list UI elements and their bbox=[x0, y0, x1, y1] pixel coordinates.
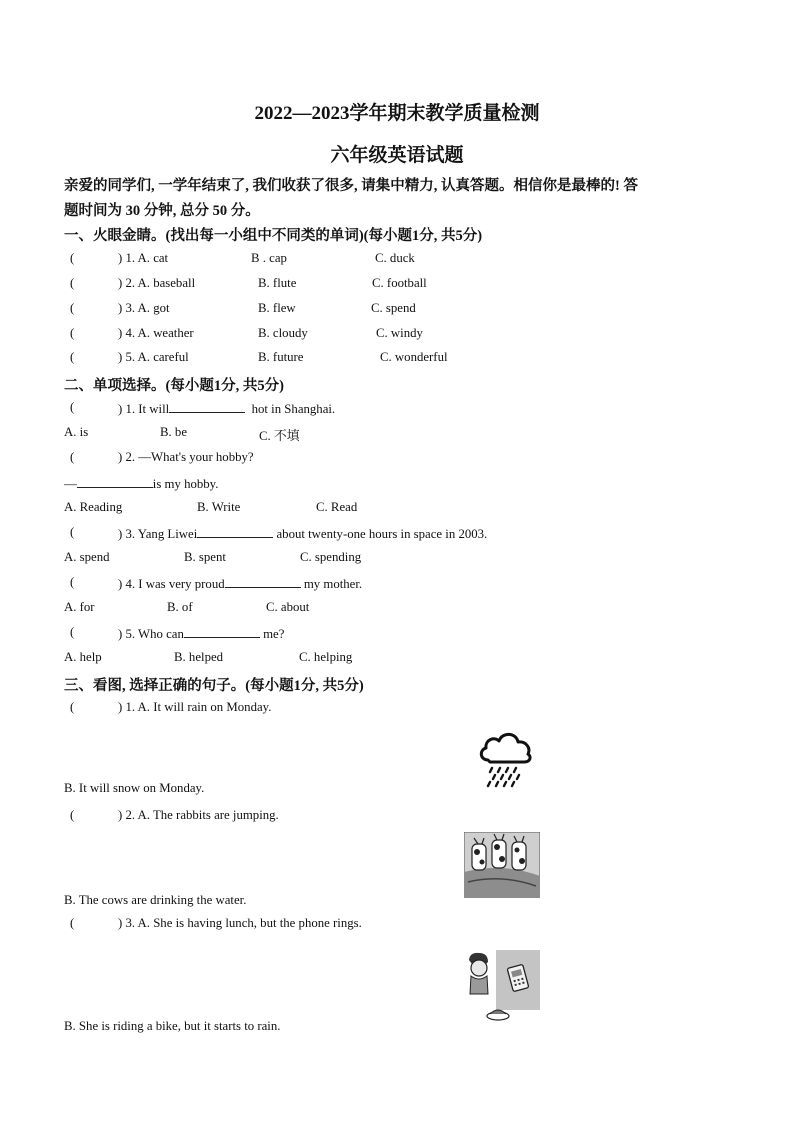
s3-q2-a: ) 2. A. The rabbits are jumping. bbox=[118, 808, 279, 822]
s2-q2-a: A. Reading bbox=[64, 500, 123, 514]
s2-q4-pre: ) 4. I was very proud bbox=[118, 577, 225, 591]
s3-q3-b: B. She is riding a bike, but it starts to rain. bbox=[64, 1019, 281, 1033]
answer-blank[interactable] bbox=[197, 525, 273, 538]
answer-paren: ( bbox=[70, 916, 75, 930]
s1-q2-b: B. flute bbox=[258, 276, 297, 290]
s2-q5-stem bbox=[118, 625, 284, 642]
s1-q3-c: C. spend bbox=[371, 301, 416, 315]
s1-q2: ) 2. A. baseball bbox=[118, 276, 196, 290]
answer-paren: ( bbox=[70, 575, 75, 589]
s1-q5-c: C. wonderful bbox=[380, 350, 448, 364]
s2-q4-a: A. for bbox=[64, 600, 95, 614]
answer-paren: ( bbox=[70, 525, 75, 539]
s2-q5-post: me? bbox=[263, 627, 285, 641]
s1-q4: ) 4. A. weather bbox=[118, 326, 194, 340]
answer-paren: ( bbox=[70, 625, 75, 639]
cows-drinking-picture bbox=[464, 832, 540, 898]
s2-q1-stem bbox=[118, 400, 335, 417]
s2-q3-pre: ) 3. Yang Liwei bbox=[118, 527, 198, 541]
intro-line-1: 亲爱的同学们, 一学年结束了, 我们收获了很多, 请集中精力, 认真答题。相信你是最棒的! 答 bbox=[64, 178, 638, 194]
answer-paren: ( bbox=[70, 326, 75, 340]
s3-q2-b: B. The cows are drinking the water. bbox=[64, 893, 247, 907]
s2-q5-c: C. helping bbox=[299, 650, 353, 664]
s2-q5-pre: ) 5. Who can bbox=[118, 627, 184, 641]
answer-blank[interactable] bbox=[169, 400, 245, 413]
s2-q4-post: my mother. bbox=[303, 577, 363, 591]
answer-blank[interactable] bbox=[225, 575, 301, 588]
s2-q5-a: A. help bbox=[64, 650, 102, 664]
answer-paren: ( bbox=[70, 808, 75, 822]
s2-q2-stem: ) 2. —What's your hobby? bbox=[118, 450, 254, 464]
s3-q1-a: ) 1. A. It will rain on Monday. bbox=[118, 700, 272, 714]
answer-paren: ( bbox=[70, 251, 75, 265]
answer-paren: ( bbox=[70, 301, 75, 315]
s1-q1-b: B . cap bbox=[251, 251, 287, 265]
s2-q2-c: C. Read bbox=[316, 500, 358, 514]
answer-paren: ( bbox=[70, 276, 75, 290]
s2-q3-a: A. spend bbox=[64, 550, 110, 564]
s1-q5: ) 5. A. careful bbox=[118, 350, 189, 364]
section-1-heading: 一、火眼金睛。(找出每一小组中不同类的单词)(每小题1分, 共5分) bbox=[64, 228, 483, 244]
s2-q2-answer-line bbox=[64, 475, 218, 492]
s2-q4-c: C. about bbox=[266, 600, 310, 614]
s2-q3-post: about twenty-one hours in space in 2003. bbox=[276, 527, 488, 541]
s2-q1-b: B. be bbox=[160, 425, 188, 439]
answer-blank[interactable] bbox=[77, 475, 153, 488]
s2-q2-dash: — bbox=[64, 477, 77, 491]
s1-q1-c: C. duck bbox=[375, 251, 415, 265]
s2-q1-a: A. is bbox=[64, 425, 89, 439]
s1-q4-c: C. windy bbox=[376, 326, 423, 340]
section-2-heading: 二、单项选择。(每小题1分, 共5分) bbox=[64, 378, 284, 394]
rain-cloud-icon bbox=[476, 726, 536, 788]
s2-q2-b: B. Write bbox=[197, 500, 241, 514]
s3-q3-a: ) 3. A. She is having lunch, but the phone rings. bbox=[118, 916, 362, 930]
s2-q3-c: C. spending bbox=[300, 550, 362, 564]
answer-blank[interactable] bbox=[184, 625, 260, 638]
s1-q1: ) 1. A. cat bbox=[118, 251, 169, 265]
s1-q4-b: B. cloudy bbox=[258, 326, 308, 340]
exam-title: 2022—2023学年期末教学质量检测 bbox=[254, 103, 540, 124]
s2-q1-c: C. 不填 bbox=[259, 429, 300, 443]
answer-paren: ( bbox=[70, 450, 75, 464]
s1-q3-b: B. flew bbox=[258, 301, 296, 315]
s3-q1-b: B. It will snow on Monday. bbox=[64, 781, 205, 795]
answer-paren: ( bbox=[70, 350, 75, 364]
answer-paren: ( bbox=[70, 700, 75, 714]
s2-q3-b: B. spent bbox=[184, 550, 226, 564]
s1-q2-c: C. football bbox=[372, 276, 427, 290]
s2-q3-stem bbox=[118, 525, 487, 542]
girl-lunch-phone-picture bbox=[466, 948, 542, 1026]
s2-q1-post: hot in Shanghai. bbox=[251, 402, 336, 416]
intro-line-2: 题时间为 30 分钟, 总分 50 分。 bbox=[64, 203, 260, 219]
s2-q1-pre: ) 1. It will bbox=[118, 402, 170, 416]
s1-q3: ) 3. A. got bbox=[118, 301, 170, 315]
s2-q2-post: is my hobby. bbox=[152, 477, 219, 491]
s2-q4-b: B. of bbox=[167, 600, 193, 614]
s2-q4-stem bbox=[118, 575, 362, 592]
section-3-heading: 三、看图, 选择正确的句子。(每小题1分, 共5分) bbox=[64, 678, 364, 694]
s1-q5-b: B. future bbox=[258, 350, 304, 364]
s2-q5-b: B. helped bbox=[174, 650, 224, 664]
answer-paren: ( bbox=[70, 400, 75, 414]
exam-subtitle: 六年级英语试题 bbox=[330, 145, 464, 166]
